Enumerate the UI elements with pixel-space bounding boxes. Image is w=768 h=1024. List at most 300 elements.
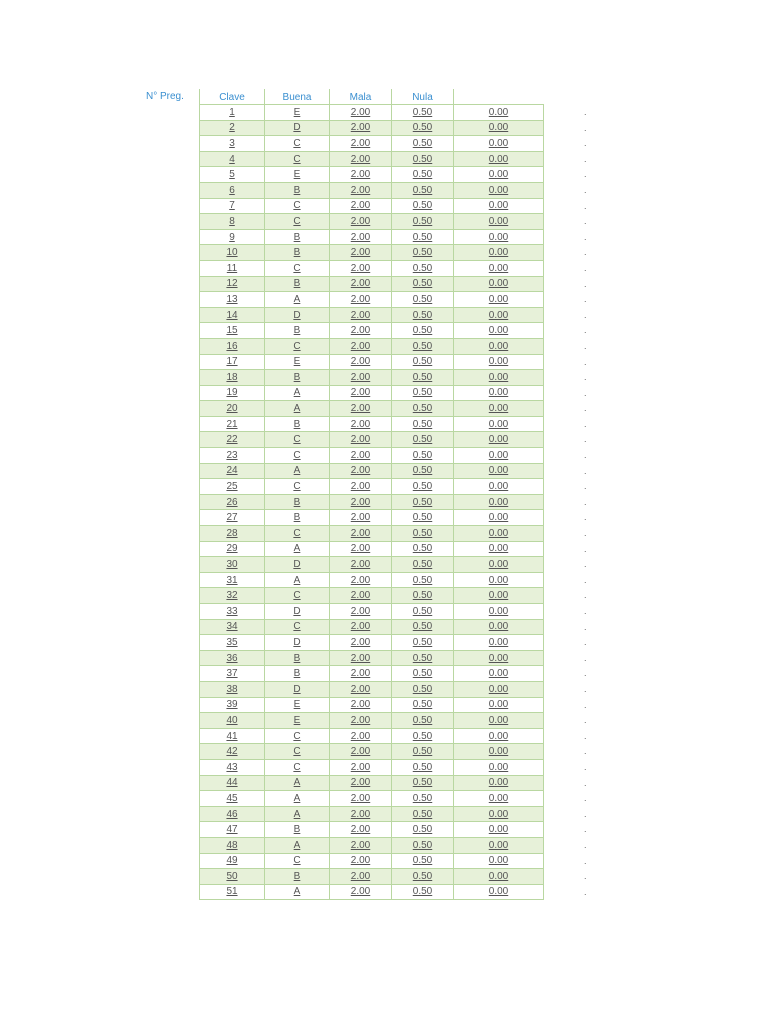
cell-null-score [454,619,544,635]
cell-value[interactable]: 36 [226,652,238,664]
cell-value[interactable]: A [293,777,301,789]
table-row [200,245,544,261]
cell-value[interactable]: 30 [226,559,238,571]
cell-value[interactable]: 0.00 [488,184,509,196]
cell-question-number [200,494,265,510]
cell-value[interactable]: 26 [226,496,238,508]
cell-value[interactable]: 0.00 [488,481,509,493]
row-marker: . [584,886,587,897]
cell-bad-score [392,494,454,510]
cell-value[interactable]: 0.00 [488,590,509,602]
cell-value[interactable]: 0.00 [488,574,509,586]
cell-value[interactable]: 2.00 [350,839,371,851]
cell-value[interactable]: 2.00 [350,325,371,337]
cell-value[interactable]: 0.50 [412,621,433,633]
cell-value[interactable]: B [293,496,301,508]
cell-value[interactable]: 0.50 [412,481,433,493]
cell-value[interactable]: 2.00 [350,449,371,461]
cell-value[interactable]: 11 [226,262,238,274]
cell-value[interactable]: 0.50 [412,683,433,695]
cell-value[interactable]: 2.00 [350,418,371,430]
cell-value[interactable]: B [293,184,301,196]
cell-value[interactable]: B [293,231,301,243]
cell-value[interactable]: 2.00 [350,636,371,648]
cell-value[interactable]: 2.00 [350,169,371,181]
cell-answer-key [265,354,330,370]
cell-value[interactable]: 0.50 [412,106,433,118]
cell-value[interactable]: A [293,808,301,820]
cell-value[interactable]: 10 [226,247,238,259]
cell-value[interactable]: 0.00 [488,496,509,508]
cell-value[interactable]: 0.50 [412,886,433,898]
cell-value[interactable]: 49 [226,855,238,867]
cell-value[interactable]: 33 [226,605,238,617]
cell-value[interactable]: 34 [226,621,238,633]
row-marker: . [584,652,587,663]
cell-value[interactable]: 0.00 [488,262,509,274]
cell-value[interactable]: 18 [226,371,238,383]
cell-bad-score [392,869,454,885]
row-marker: . [584,730,587,741]
cell-value[interactable]: 0.50 [412,714,433,726]
cell-value[interactable]: C [293,434,301,446]
cell-value[interactable]: 2.00 [350,792,371,804]
cell-value[interactable]: 2.00 [350,309,371,321]
cell-value[interactable]: 0.00 [488,371,509,383]
cell-value[interactable]: 3 [229,137,235,149]
cell-value[interactable]: 0.50 [412,855,433,867]
cell-value[interactable]: 0.00 [488,668,509,680]
cell-value[interactable]: 0.50 [412,231,433,243]
cell-value[interactable]: 2.00 [350,122,371,134]
cell-value[interactable]: 2 [229,122,235,134]
cell-good-score [330,105,392,121]
cell-value[interactable]: C [293,855,301,867]
cell-question-number [200,697,265,713]
cell-value[interactable]: 0.50 [412,636,433,648]
cell-value[interactable]: 16 [226,340,238,352]
cell-value[interactable]: 0.00 [488,824,509,836]
cell-value[interactable]: 32 [226,590,238,602]
cell-value[interactable]: 0.00 [488,636,509,648]
cell-value[interactable]: 0.50 [412,761,433,773]
cell-value[interactable]: 23 [226,449,238,461]
cell-value[interactable]: 0.50 [412,371,433,383]
cell-value[interactable]: B [293,418,301,430]
cell-value[interactable]: E [293,699,301,711]
cell-value[interactable]: D [293,605,301,617]
cell-value[interactable]: 2.00 [350,106,371,118]
cell-value[interactable]: 0.50 [412,574,433,586]
cell-value[interactable]: 0.50 [412,605,433,617]
cell-value[interactable]: 2.00 [350,808,371,820]
cell-value[interactable]: C [293,746,301,758]
cell-value[interactable]: 0.50 [412,559,433,571]
cell-value[interactable]: 44 [226,777,238,789]
table-row [200,120,544,136]
cell-answer-key [265,650,330,666]
cell-value[interactable]: 0.00 [488,699,509,711]
cell-value[interactable]: A [293,886,301,898]
cell-value[interactable]: 0.00 [488,153,509,165]
cell-value[interactable]: 2.00 [350,496,371,508]
cell-question-number [200,526,265,542]
cell-value[interactable]: 0.50 [412,387,433,399]
answer-key-table [199,89,544,900]
cell-good-score [330,775,392,791]
cell-value[interactable]: 21 [226,418,238,430]
cell-value[interactable]: 19 [226,387,238,399]
cell-good-score [330,759,392,775]
cell-value[interactable]: D [293,559,301,571]
cell-value[interactable]: 0.00 [488,231,509,243]
cell-value[interactable]: 46 [226,808,238,820]
row-marker: . [584,340,587,351]
cell-value[interactable]: 0.50 [412,777,433,789]
row-marker: . [584,746,587,757]
cell-value[interactable]: E [293,714,301,726]
cell-value[interactable]: 0.00 [488,465,509,477]
cell-value[interactable]: 0.50 [412,278,433,290]
cell-value[interactable]: 25 [226,481,238,493]
cell-value[interactable]: 0.50 [412,325,433,337]
row-marker: . [584,247,587,258]
cell-value[interactable]: 0.00 [488,215,509,227]
cell-value[interactable]: 0.00 [488,761,509,773]
cell-value[interactable]: 0.50 [412,122,433,134]
cell-value[interactable]: D [293,122,301,134]
cell-value[interactable]: 0.00 [488,309,509,321]
cell-value[interactable]: C [293,340,301,352]
cell-value[interactable]: 0.50 [412,262,433,274]
cell-value[interactable]: 0.50 [412,215,433,227]
cell-value[interactable]: 7 [229,200,235,212]
cell-value[interactable]: 0.00 [488,605,509,617]
cell-value[interactable]: 35 [226,636,238,648]
cell-value[interactable]: 50 [226,870,238,882]
cell-value[interactable]: 0.00 [488,106,509,118]
cell-value[interactable]: 5 [229,169,235,181]
cell-value[interactable]: 0.00 [488,247,509,259]
cell-value[interactable]: 0.50 [412,808,433,820]
cell-value[interactable]: 0.50 [412,137,433,149]
cell-value[interactable]: 0.50 [412,356,433,368]
cell-value[interactable]: 0.50 [412,153,433,165]
cell-value[interactable]: 0.00 [488,418,509,430]
cell-value[interactable]: C [293,137,301,149]
cell-value[interactable]: D [293,309,301,321]
cell-value[interactable]: 0.50 [412,449,433,461]
cell-value[interactable]: C [293,200,301,212]
cell-value[interactable]: 2.00 [350,293,371,305]
cell-value[interactable]: 47 [226,824,238,836]
table-row [200,432,544,448]
cell-value[interactable]: 39 [226,699,238,711]
cell-value[interactable]: 0.00 [488,137,509,149]
cell-value[interactable]: 22 [226,434,238,446]
cell-value[interactable]: 45 [226,792,238,804]
table-row [200,869,544,885]
cell-value[interactable]: C [293,153,301,165]
cell-value[interactable]: 42 [226,746,238,758]
cell-value[interactable]: C [293,481,301,493]
cell-value[interactable]: 2.00 [350,574,371,586]
cell-value[interactable]: E [293,169,301,181]
cell-value[interactable]: 2.00 [350,527,371,539]
cell-value[interactable]: 2.00 [350,714,371,726]
cell-value[interactable]: A [293,543,301,555]
cell-value[interactable]: 0.50 [412,824,433,836]
cell-value[interactable]: 2.00 [350,231,371,243]
cell-value[interactable]: C [293,730,301,742]
cell-value[interactable]: 0.50 [412,699,433,711]
cell-value[interactable]: 2.00 [350,184,371,196]
cell-value[interactable]: 0.50 [412,465,433,477]
cell-value[interactable]: 0.50 [412,418,433,430]
cell-good-score [330,416,392,432]
cell-value[interactable]: 2.00 [350,621,371,633]
cell-value[interactable]: A [293,387,301,399]
cell-value[interactable]: B [293,371,301,383]
cell-value[interactable]: 2.00 [350,668,371,680]
row-marker: . [584,699,587,710]
cell-value[interactable]: 0.50 [412,403,433,415]
cell-value[interactable]: 0.50 [412,293,433,305]
cell-value[interactable]: 0.00 [488,512,509,524]
cell-value[interactable]: 2.00 [350,247,371,259]
cell-value[interactable]: A [293,792,301,804]
cell-value[interactable]: 0.50 [412,309,433,321]
table-row [200,759,544,775]
cell-good-score [330,619,392,635]
cell-value[interactable]: 4 [229,153,235,165]
cell-value[interactable]: 0.50 [412,200,433,212]
cell-value[interactable]: 1 [229,106,235,118]
cell-value[interactable]: 0.00 [488,543,509,555]
cell-answer-key [265,479,330,495]
cell-bad-score [392,182,454,198]
cell-value[interactable]: 0.00 [488,434,509,446]
cell-value[interactable]: C [293,262,301,274]
cell-value[interactable]: 8 [229,215,235,227]
cell-value[interactable]: 0.50 [412,792,433,804]
cell-value[interactable]: 2.00 [350,262,371,274]
cell-value[interactable]: 2.00 [350,153,371,165]
cell-value[interactable]: 2.00 [350,371,371,383]
cell-value[interactable]: 2.00 [350,730,371,742]
cell-value[interactable]: 0.00 [488,449,509,461]
cell-null-score [454,416,544,432]
cell-value[interactable]: 0.50 [412,870,433,882]
cell-value[interactable]: B [293,512,301,524]
cell-value[interactable]: 2.00 [350,886,371,898]
cell-value[interactable]: 2.00 [350,340,371,352]
cell-value[interactable]: 2.00 [350,699,371,711]
cell-value[interactable]: A [293,403,301,415]
cell-value[interactable]: 2.00 [350,356,371,368]
cell-value[interactable]: B [293,325,301,337]
cell-value[interactable]: 0.50 [412,340,433,352]
cell-value[interactable]: 51 [226,886,238,898]
cell-value[interactable]: 0.00 [488,527,509,539]
cell-value[interactable]: 2.00 [350,777,371,789]
cell-value[interactable]: 13 [226,293,238,305]
row-marker: . [584,216,587,227]
cell-value[interactable]: 0.50 [412,590,433,602]
cell-value[interactable]: 29 [226,543,238,555]
cell-value[interactable]: 0.00 [488,278,509,290]
cell-value[interactable]: 2.00 [350,559,371,571]
cell-bad-score [392,354,454,370]
cell-value[interactable]: B [293,278,301,290]
cell-value[interactable]: 2.00 [350,434,371,446]
cell-value[interactable]: 2.00 [350,543,371,555]
cell-value[interactable]: 48 [226,839,238,851]
cell-value[interactable]: 28 [226,527,238,539]
cell-value[interactable]: 0.00 [488,559,509,571]
cell-null-score [454,260,544,276]
cell-value[interactable]: C [293,590,301,602]
cell-value[interactable]: 0.50 [412,668,433,680]
cell-value[interactable]: A [293,839,301,851]
cell-good-score [330,370,392,386]
cell-value[interactable]: D [293,683,301,695]
cell-value[interactable]: 43 [226,761,238,773]
cell-value[interactable]: 0.50 [412,434,433,446]
cell-value[interactable]: 40 [226,714,238,726]
cell-value[interactable]: A [293,574,301,586]
cell-value[interactable]: 2.00 [350,137,371,149]
cell-value[interactable]: 0.50 [412,496,433,508]
cell-value[interactable]: 14 [226,309,238,321]
cell-value[interactable]: C [293,527,301,539]
cell-value[interactable]: 2.00 [350,746,371,758]
cell-value[interactable]: 17 [226,356,238,368]
cell-answer-key [265,681,330,697]
cell-value[interactable]: 0.50 [412,730,433,742]
cell-value[interactable]: 2.00 [350,590,371,602]
cell-value[interactable]: 0.50 [412,184,433,196]
cell-value[interactable]: 41 [226,730,238,742]
cell-value[interactable]: 0.00 [488,293,509,305]
cell-value[interactable]: 0.00 [488,325,509,337]
cell-value[interactable]: 2.00 [350,855,371,867]
cell-value[interactable]: 2.00 [350,215,371,227]
cell-value[interactable]: 0.00 [488,730,509,742]
cell-value[interactable]: 0.00 [488,356,509,368]
cell-value[interactable]: B [293,870,301,882]
cell-value[interactable]: 0.50 [412,746,433,758]
cell-value[interactable]: B [293,247,301,259]
cell-value[interactable]: 37 [226,668,238,680]
cell-value[interactable]: C [293,215,301,227]
cell-value[interactable]: 0.50 [412,543,433,555]
cell-question-number [200,354,265,370]
cell-question-number [200,323,265,339]
cell-value[interactable]: B [293,668,301,680]
cell-value[interactable]: 0.00 [488,387,509,399]
cell-value[interactable]: D [293,636,301,648]
cell-value[interactable]: 0.00 [488,746,509,758]
cell-value[interactable]: 0.00 [488,169,509,181]
cell-value[interactable]: 2.00 [350,200,371,212]
cell-value[interactable]: C [293,621,301,633]
cell-value[interactable]: 12 [226,278,238,290]
cell-value[interactable]: 2.00 [350,605,371,617]
cell-value[interactable]: 0.00 [488,886,509,898]
cell-value[interactable]: B [293,652,301,664]
cell-value[interactable]: 0.50 [412,652,433,664]
cell-value[interactable]: 2.00 [350,824,371,836]
cell-answer-key [265,619,330,635]
cell-value[interactable]: 0.00 [488,403,509,415]
cell-value[interactable]: 0.00 [488,652,509,664]
cell-value[interactable]: 0.00 [488,855,509,867]
cell-bad-score [392,713,454,729]
cell-value[interactable]: 0.00 [488,792,509,804]
cell-answer-key [265,853,330,869]
cell-value[interactable]: 15 [226,325,238,337]
cell-value[interactable]: 0.00 [488,683,509,695]
cell-value[interactable]: 0.50 [412,527,433,539]
cell-value[interactable]: 0.00 [488,870,509,882]
cell-value[interactable]: 0.50 [412,512,433,524]
cell-question-number [200,759,265,775]
cell-value[interactable]: 0.00 [488,340,509,352]
cell-value[interactable]: 0.50 [412,169,433,181]
cell-value[interactable]: 0.50 [412,247,433,259]
cell-value[interactable]: 20 [226,403,238,415]
table-row [200,744,544,760]
cell-value[interactable]: C [293,761,301,773]
cell-value[interactable]: E [293,356,301,368]
cell-value[interactable]: 38 [226,683,238,695]
cell-value[interactable]: 6 [229,184,235,196]
cell-value[interactable]: A [293,465,301,477]
cell-value[interactable]: 2.00 [350,512,371,524]
cell-value[interactable]: 2.00 [350,652,371,664]
cell-value[interactable]: 0.00 [488,839,509,851]
cell-value[interactable]: B [293,824,301,836]
cell-value[interactable]: E [293,106,301,118]
cell-value[interactable]: 2.00 [350,465,371,477]
cell-value[interactable]: C [293,449,301,461]
cell-value[interactable]: 0.00 [488,122,509,134]
cell-value[interactable]: A [293,293,301,305]
cell-value[interactable]: 27 [226,512,238,524]
cell-value[interactable]: 0.00 [488,200,509,212]
cell-value[interactable]: 2.00 [350,278,371,290]
cell-value[interactable]: 24 [226,465,238,477]
cell-value[interactable]: 9 [229,231,235,243]
row-marker: . [584,169,587,180]
cell-bad-score [392,759,454,775]
cell-null-score [454,463,544,479]
cell-value[interactable]: 0.00 [488,621,509,633]
cell-value[interactable]: 2.00 [350,761,371,773]
cell-value[interactable]: 0.00 [488,777,509,789]
cell-value[interactable]: 31 [226,574,238,586]
cell-value[interactable]: 2.00 [350,683,371,695]
cell-value[interactable]: 0.00 [488,714,509,726]
cell-value[interactable]: 0.00 [488,808,509,820]
cell-value[interactable]: 0.50 [412,839,433,851]
cell-value[interactable]: 2.00 [350,481,371,493]
cell-value[interactable]: 2.00 [350,403,371,415]
cell-value[interactable]: 2.00 [350,387,371,399]
cell-question-number [200,136,265,152]
cell-value[interactable]: 2.00 [350,870,371,882]
